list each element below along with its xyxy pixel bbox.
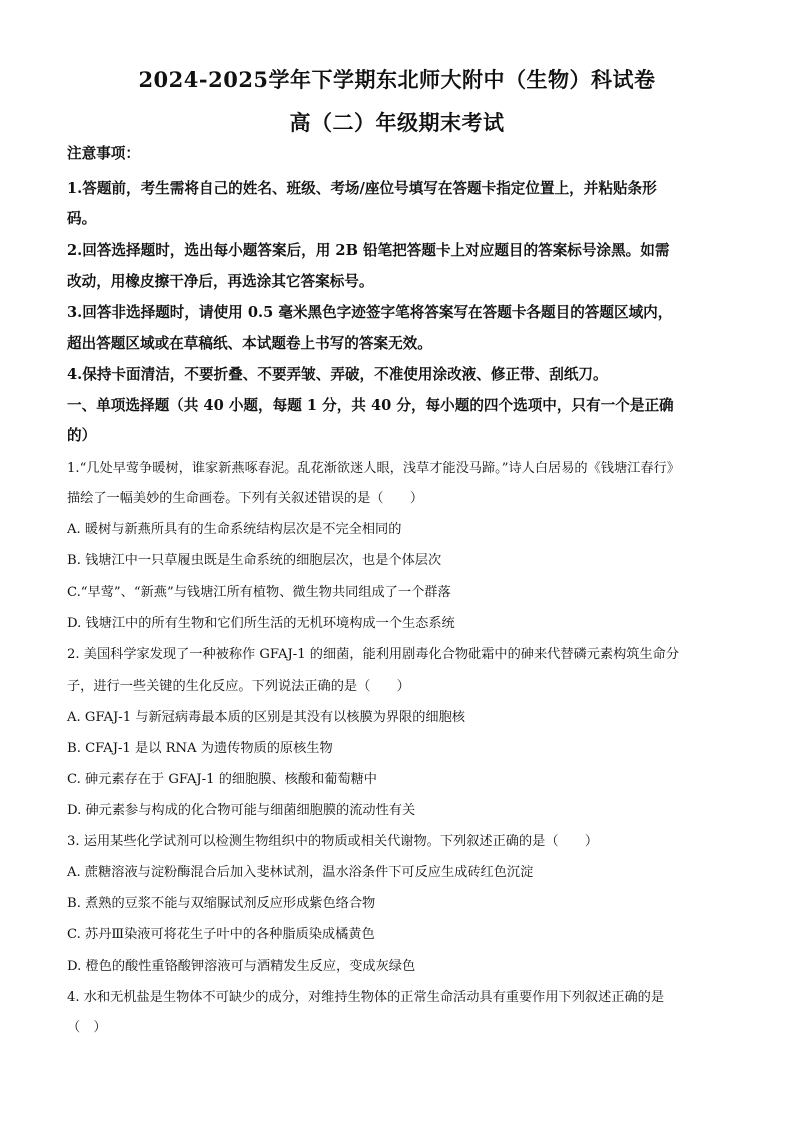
question-3-option-d: D. 橙色的酸性重铬酸钾溶液可与酒精发生反应，变成灰绿色 [67, 959, 416, 974]
notice-item: 4.保持卡面清洁，不要折叠、不要弄皱、弄破，不准使用涂改液、修正带、刮纸刀。 [67, 366, 608, 383]
question-2-option-b: B. CFAJ-1 是以 RNA 为遗传物质的原核生物 [67, 741, 333, 756]
section-heading-cont: 的） [67, 427, 97, 444]
question-4-stem: 4. 水和无机盐是生物体不可缺少的成分，对维持生物体的正常生命活动具有重要作用下列叙述正确的是 [67, 990, 665, 1005]
notice-item: 改动，用橡皮擦干净后，再选涂其它答案标号。 [67, 273, 374, 290]
notice-item: 3.回答非选择题时，请使用 0.5 毫米黑色字迹签字笔将答案写在答题卡各题目的答题区域内， [67, 304, 673, 321]
notice-heading: 注意事项： [67, 145, 140, 162]
exam-subtitle: 高（二）年级期末考试 [289, 110, 505, 135]
question-1-option-c: C.“早莺”、“新燕”与钱塘江所有植物、微生物共同组成了一个群落 [67, 585, 451, 600]
question-3-stem: 3. 运用某些化学试剂可以检测生物组织中的物质或相关代谢物。下列叙述正确的是（ ） [67, 834, 599, 849]
question-3-option-b: B. 煮熟的豆浆不能与双缩脲试剂反应形成紫色络合物 [67, 896, 376, 911]
notice-item: 1.答题前，考生需将自己的姓名、班级、考场/座位号填写在答题卡指定位置上，并粘贴条形 [67, 180, 657, 197]
notice-item: 2.回答选择题时，选出每小题答案后，用 2B 铅笔把答题卡上对应题目的答案标号涂黑。如需 [67, 242, 670, 259]
question-1-option-d: D. 钱塘江中的所有生物和它们所生活的无机环境构成一个生态系统 [67, 616, 455, 631]
question-2-option-d: D. 砷元素参与构成的化合物可能与细菌细胞膜的流动性有关 [67, 803, 416, 818]
question-1-option-a: A. 暖树与新燕所具有的生命系统结构层次是不完全相同的 [67, 522, 402, 537]
question-1-stem: 1.“几处早莺争暖树，谁家新燕啄春泥。乱花渐欲迷人眼，浅草才能没马蹄。”诗人白居易的《钱塘江春行》 [67, 461, 680, 476]
question-2-stem-cont: 子，进行一些关键的生化反应。下列说法正确的是（ ） [67, 679, 410, 694]
question-2-option-c: C. 砷元素存在于 GFAJ-1 的细胞膜、核酸和葡萄糖中 [67, 772, 377, 787]
question-3-option-c: C. 苏丹Ⅲ染液可将花生子叶中的各种脂质染成橘黄色 [67, 927, 375, 942]
question-4-stem-cont: （ ） [67, 1020, 107, 1035]
notice-item: 超出答题区域或在草稿纸、本试题卷上书写的答案无效。 [67, 335, 432, 352]
question-2-option-a: A. GFAJ-1 与新冠病毒最本质的区别是其没有以核膜为界限的细胞核 [67, 710, 465, 725]
question-3-option-a: A. 蔗糖溶液与淀粉酶混合后加入斐林试剂，温水浴条件下可反应生成砖红色沉淀 [67, 865, 534, 880]
notice-item: 码。 [67, 210, 97, 227]
section-heading: 一、单项选择题（共 40 小题，每题 1 分，共 40 分，每小题的四个选项中，只有一个是正确 [67, 397, 674, 414]
exam-title: 2024-2025学年下学期东北师大附中（生物）科试卷 [138, 67, 656, 92]
question-2-stem: 2. 美国科学家发现了一种被称作 GFAJ-1 的细菌，能利用剧毒化合物砒霜中的砷来代替磷元素构筑生命分 [67, 647, 680, 662]
question-1-option-b: B. 钱塘江中一只草履虫既是生命系统的细胞层次，也是个体层次 [67, 553, 442, 568]
question-1-stem-cont: 描绘了一幅美妙的生命画卷。下列有关叙述错误的是（ ） [67, 491, 424, 506]
